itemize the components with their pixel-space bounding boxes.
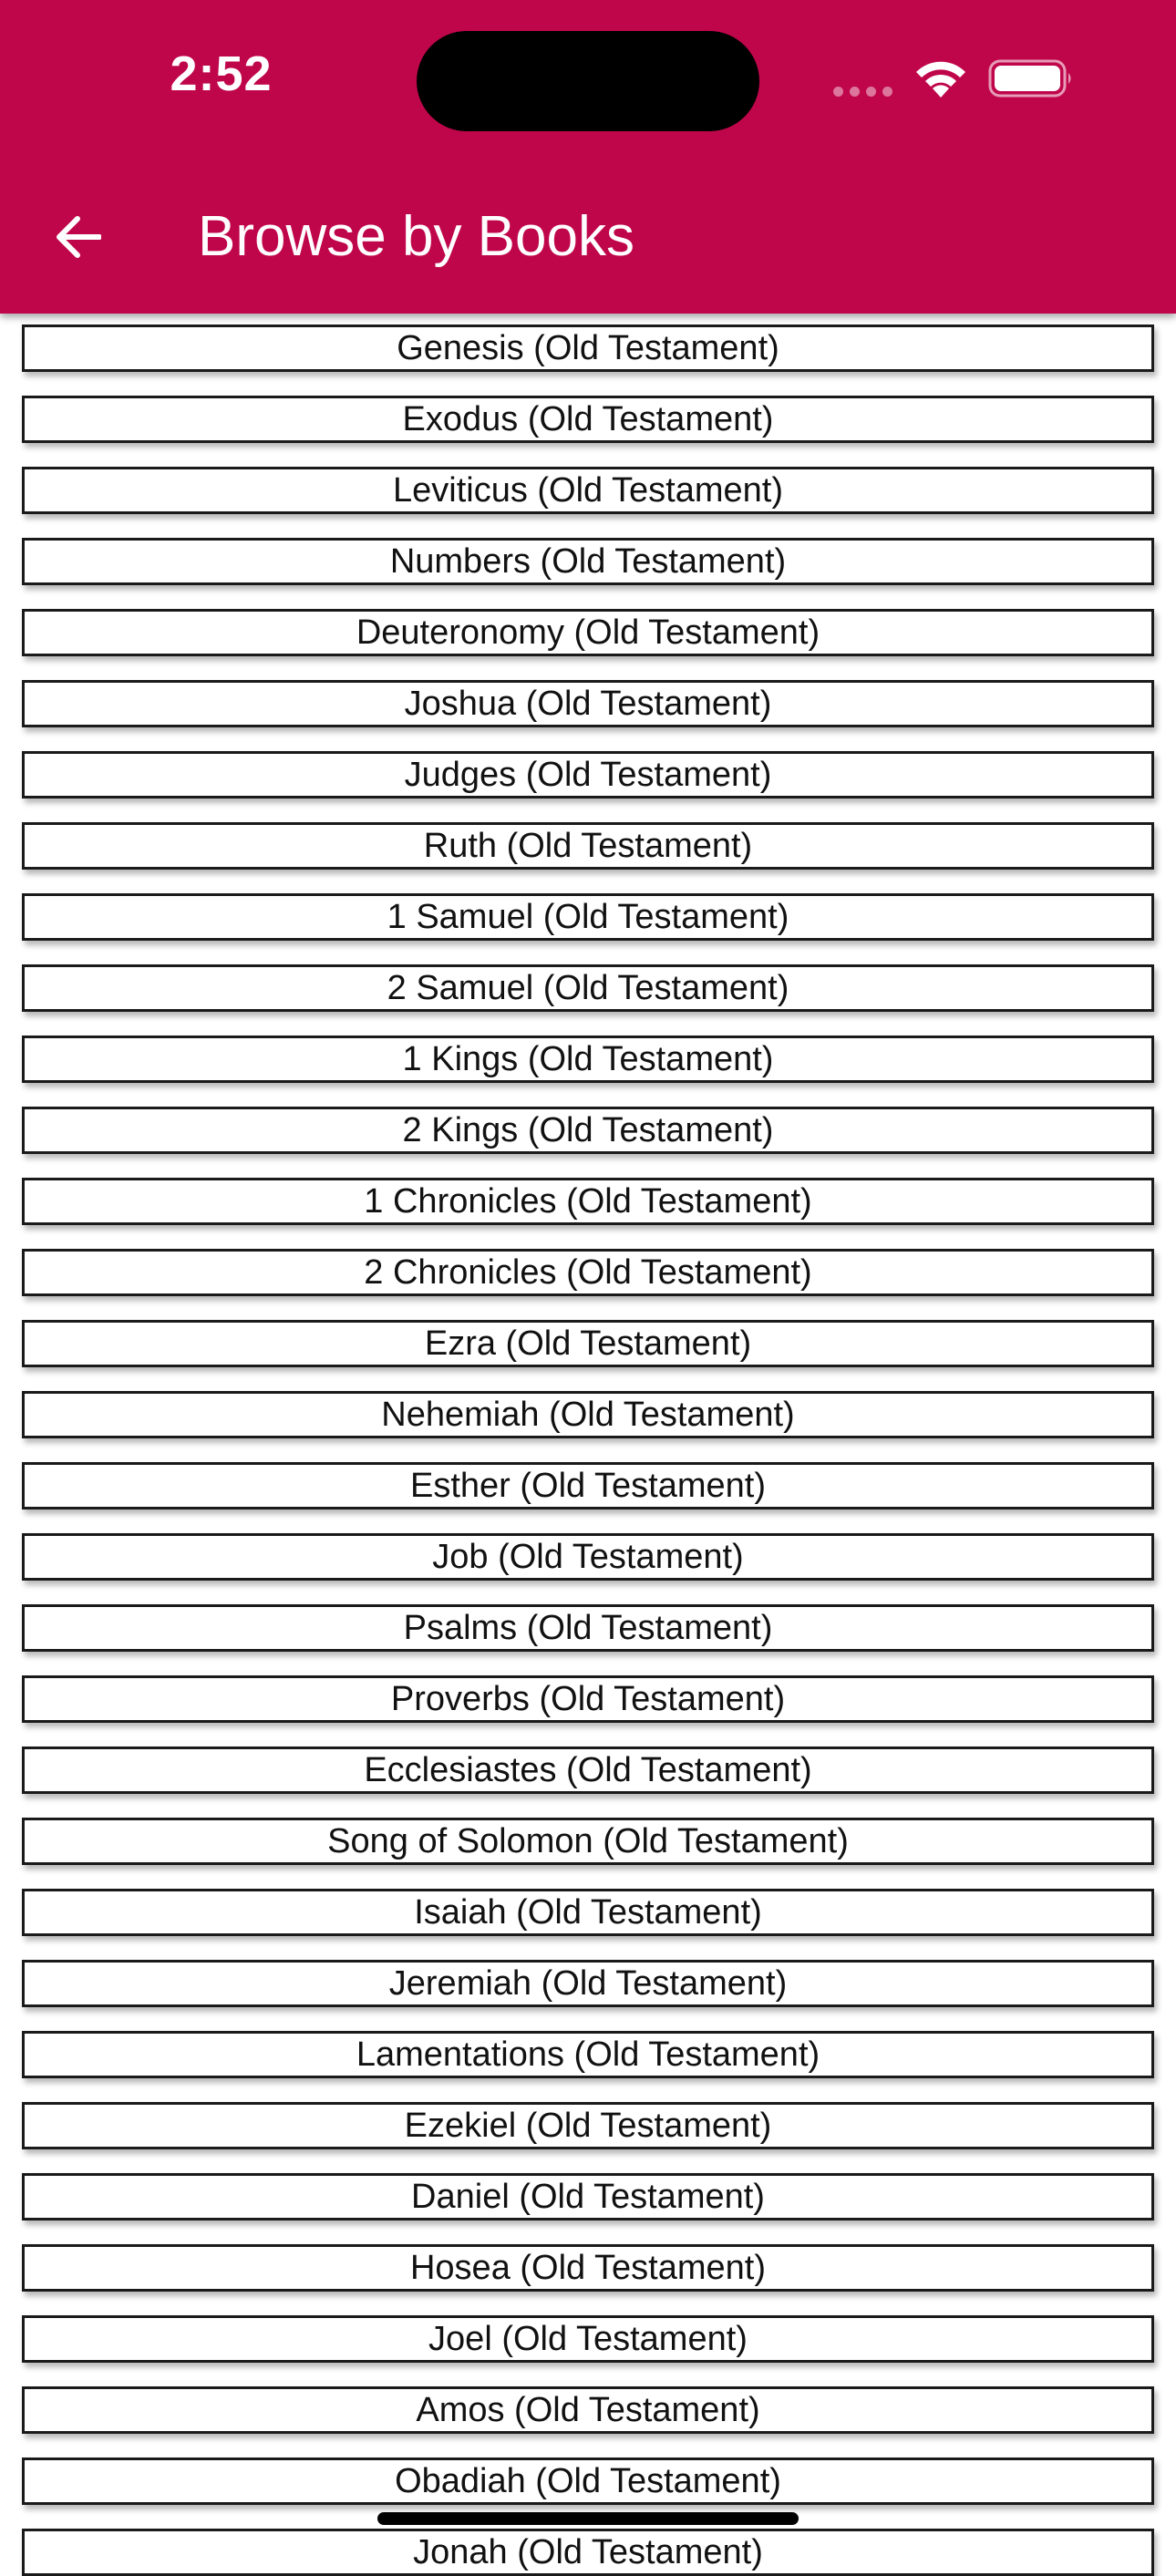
book-list-item[interactable]: Psalms (Old Testament) xyxy=(22,1604,1154,1652)
battery-icon xyxy=(988,59,1074,98)
book-list-item[interactable]: Lamentations (Old Testament) xyxy=(22,2031,1154,2078)
dynamic-island xyxy=(417,31,759,131)
book-list-item[interactable]: Daniel (Old Testament) xyxy=(22,2173,1154,2221)
book-list-item[interactable]: 1 Kings (Old Testament) xyxy=(22,1036,1154,1083)
book-list-item[interactable]: Exodus (Old Testament) xyxy=(22,396,1154,443)
page-title: Browse by Books xyxy=(198,205,634,268)
book-list-item[interactable]: Proverbs (Old Testament) xyxy=(22,1675,1154,1723)
book-list-item[interactable]: 1 Samuel (Old Testament) xyxy=(22,893,1154,941)
book-list-item[interactable]: Obadiah (Old Testament) xyxy=(22,2458,1154,2505)
book-list-item[interactable]: Ezra (Old Testament) xyxy=(22,1320,1154,1367)
book-list-item[interactable]: 2 Kings (Old Testament) xyxy=(22,1107,1154,1154)
book-list-item[interactable]: Joshua (Old Testament) xyxy=(22,680,1154,727)
book-list-item[interactable]: Joel (Old Testament) xyxy=(22,2315,1154,2363)
book-list-item[interactable]: 1 Chronicles (Old Testament) xyxy=(22,1178,1154,1225)
book-list-item[interactable]: Judges (Old Testament) xyxy=(22,751,1154,799)
back-button[interactable] xyxy=(36,196,119,278)
book-list-item[interactable]: Esther (Old Testament) xyxy=(22,1462,1154,1510)
home-indicator xyxy=(377,2512,799,2525)
book-list-item[interactable]: Amos (Old Testament) xyxy=(22,2386,1154,2434)
book-list-item[interactable]: Hosea (Old Testament) xyxy=(22,2244,1154,2292)
status-time: 2:52 xyxy=(170,46,273,101)
arrow-left-icon xyxy=(54,215,101,259)
book-list-item[interactable]: 2 Samuel (Old Testament) xyxy=(22,964,1154,1012)
book-list-item[interactable]: Ruth (Old Testament) xyxy=(22,822,1154,870)
book-list-item[interactable]: Leviticus (Old Testament) xyxy=(22,467,1154,514)
book-list-item[interactable]: 2 Chronicles (Old Testament) xyxy=(22,1249,1154,1296)
book-list-item[interactable]: Nehemiah (Old Testament) xyxy=(22,1391,1154,1438)
book-list-item[interactable]: Numbers (Old Testament) xyxy=(22,538,1154,585)
book-list-item[interactable]: Jeremiah (Old Testament) xyxy=(22,1960,1154,2007)
book-list-item[interactable]: Job (Old Testament) xyxy=(22,1533,1154,1581)
book-list-item[interactable]: Isaiah (Old Testament) xyxy=(22,1889,1154,1936)
book-list-item[interactable]: Ezekiel (Old Testament) xyxy=(22,2102,1154,2149)
book-list-item[interactable]: Deuteronomy (Old Testament) xyxy=(22,609,1154,656)
book-list-item[interactable]: Genesis (Old Testament) xyxy=(22,325,1154,372)
app-header xyxy=(0,0,1176,314)
cellular-signal-icon xyxy=(833,87,892,97)
book-list-item[interactable]: Song of Solomon (Old Testament) xyxy=(22,1818,1154,1865)
book-list-item[interactable]: Ecclesiastes (Old Testament) xyxy=(22,1747,1154,1794)
book-list-item[interactable]: Jonah (Old Testament) xyxy=(22,2529,1154,2576)
wifi-icon xyxy=(913,57,969,99)
